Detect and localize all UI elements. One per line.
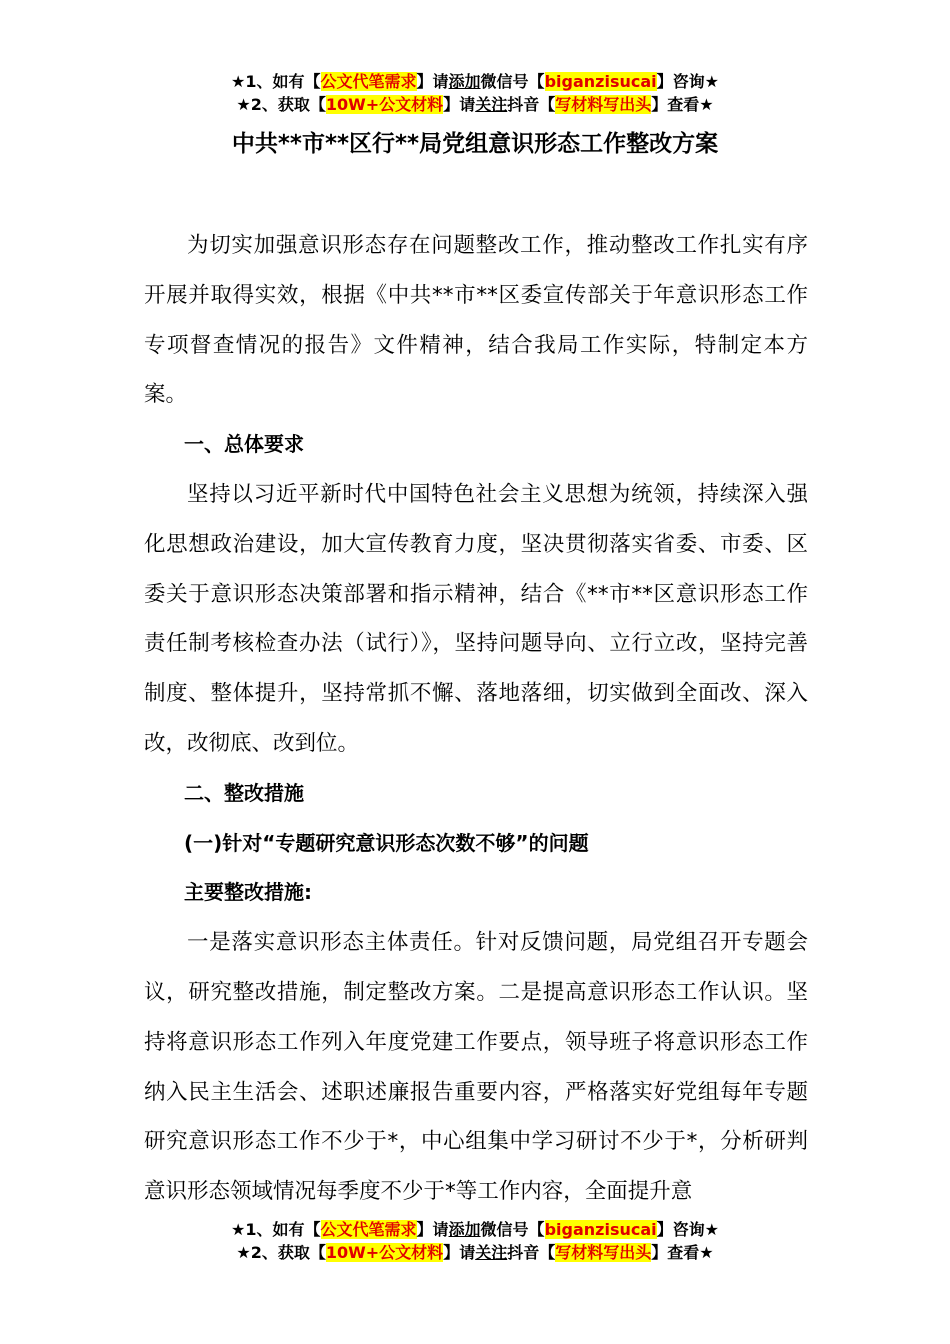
document-title: 中共**市**区行**局党组意识形态工作整改方案: [231, 131, 719, 157]
banner-text: 】请: [443, 95, 476, 114]
banner-line-2: [0, 93, 950, 116]
banner-emphasis: 添加: [448, 1220, 481, 1239]
banner-text: 微信号【: [480, 72, 545, 91]
header-banner: [0, 70, 950, 116]
highlight-wechat-id: biganzisucai: [544, 72, 657, 91]
highlight-materials: 10W+公文材料: [325, 1243, 444, 1262]
body-paragraph: 一是落实意识形态主体责任。针对反馈问题，局党组召开专题会议，研究整改措施，制定整改方案。二是提高意识形态工作认识。坚持将意识形态工作列入年度党建工作要点，领导班子将意识形态工作纳入民主生活会、述职述廉报告重要内容，严格落实好党组每年专题研究意识形态工作不少于*，中心组集中学习研讨不少于*，分析研判意识形态领域情况每季度不少于*等工作内容，全面提升意: [144, 930, 808, 1205]
banner-emphasis: 添加: [448, 72, 481, 91]
highlight-wechat-id: biganzisucai: [544, 1220, 657, 1239]
subsection-label: 主要整改措施:: [184, 880, 312, 905]
highlight-service: 公文代笔需求: [320, 1220, 417, 1239]
banner-text: 抖音【: [507, 95, 556, 114]
banner-line-2: [0, 1241, 950, 1264]
body-paragraph: 坚持以习近平新时代中国特色社会主义思想为统领，持续深入强化思想政治建设，加大宣传教育力度，坚决贯彻落实省委、市委、区委关于意识形态决策部署和指示精神，结合《**市**区意识形态工作责任制考核检查办法（试行）》，坚持问题导向、立行立改，坚持完善制度、整体提升，坚持常抓不懈、落地落细，切实做到全面改、深入改，改彻底、改到位。: [144, 481, 808, 756]
banner-text: 抖音【: [507, 1243, 556, 1262]
banner-text: ★2、获取【: [236, 95, 326, 114]
banner-text: ★1、如有【: [231, 72, 321, 91]
banner-line-1: [0, 70, 950, 93]
banner-text: 】请: [416, 1220, 449, 1239]
highlight-materials: 10W+公文材料: [325, 95, 444, 114]
banner-line-1: [0, 1218, 950, 1241]
banner-text: 】请: [416, 72, 449, 91]
highlight-douyin-account: 写材料写出头: [555, 1243, 652, 1262]
banner-text: 】请: [443, 1243, 476, 1262]
banner-emphasis: 关注: [475, 1243, 508, 1262]
intro-paragraph: 为切实加强意识形态存在问题整改工作，推动整改工作扎实有序开展并取得实效，根据《中共**市**区委宣传部关于年意识形态工作专项督查情况的报告》文件精神，结合我局工作实际，特制定本方案。: [144, 233, 808, 408]
banner-text: 】咨询★: [656, 72, 719, 91]
document-body: [144, 221, 808, 1217]
banner-text: 】查看★: [651, 95, 714, 114]
banner-text: 微信号【: [480, 1220, 545, 1239]
banner-emphasis: 关注: [475, 95, 508, 114]
banner-text: ★2、获取【: [236, 1243, 326, 1262]
banner-text: ★1、如有【: [231, 1220, 321, 1239]
highlight-service: 公文代笔需求: [320, 72, 417, 91]
footer-banner: [0, 1218, 950, 1264]
banner-text: 】查看★: [651, 1243, 714, 1262]
banner-text: 】咨询★: [656, 1220, 719, 1239]
section-heading: 一、总体要求: [184, 432, 304, 457]
section-heading: 二、整改措施: [184, 780, 304, 805]
highlight-douyin-account: 写材料写出头: [555, 95, 652, 114]
subsection-heading: (一)针对“专题研究意识形态次数不够”的问题: [184, 830, 589, 855]
